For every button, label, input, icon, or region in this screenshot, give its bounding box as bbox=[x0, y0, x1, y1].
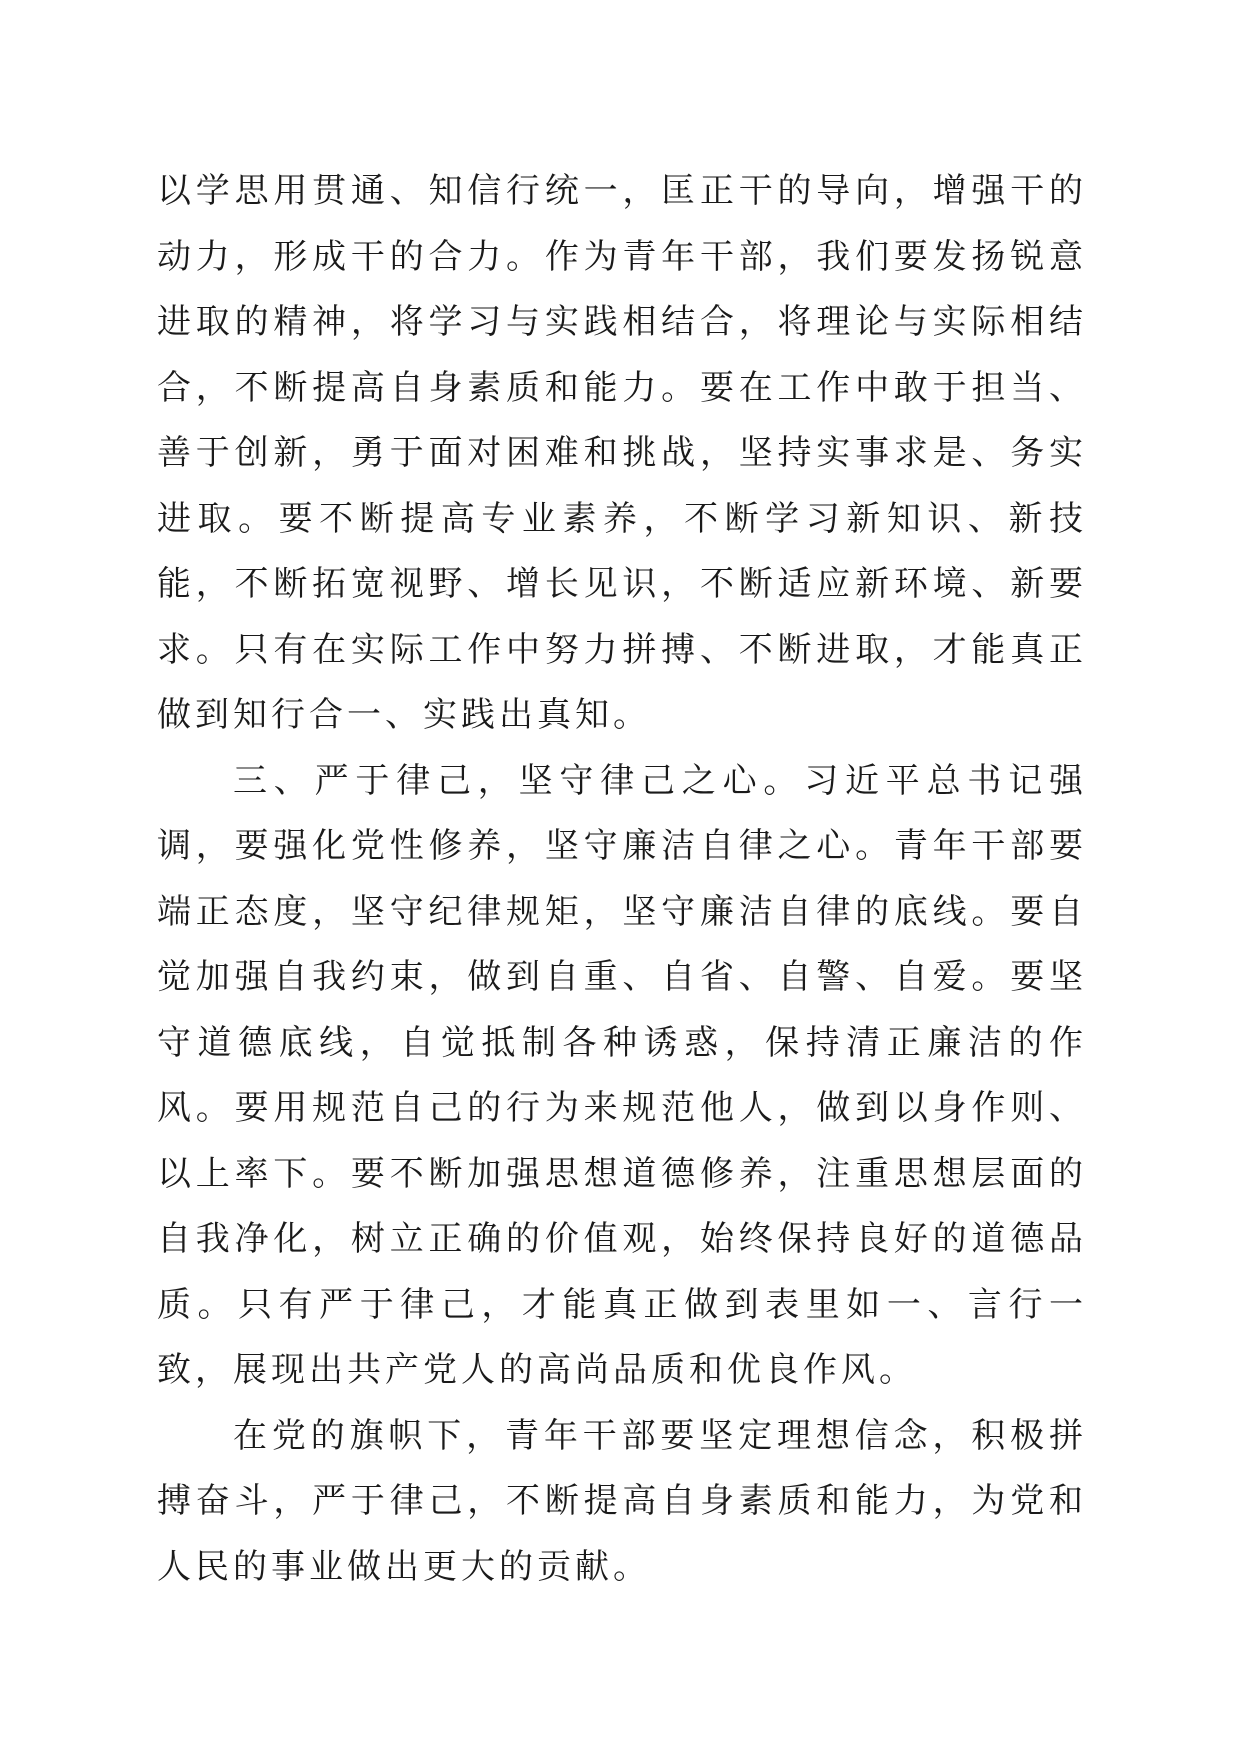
document-body bbox=[157, 159, 1087, 1600]
paragraph-self-discipline: 三、严于律己，坚守律己之心。习近平总书记强调，要强化党性修养，坚守廉洁自律之心。青年干部要端正态度，坚守纪律规矩，坚守廉洁自律的底线。要自觉加强自我约束，做到自重、自省、自警、自爱。要坚守道德底线，自觉抵制各种诱惑，保持清正廉洁的作风。要用规范自己的行为来规范他人，做到以身作则、以上率下。要不断加强思想道德修养，注重思想层面的自我净化，树立正确的价值观，始终保持良好的道德品质。只有严于律己，才能真正做到表里如一、言行一致，展现出共产党人的高尚品质和优良作风。 bbox=[157, 760, 1087, 1390]
paragraph-practice: 以学思用贯通、知信行统一，匡正干的导向，增强干的动力，形成干的合力。作为青年干部，我们要发扬锐意进取的精神，将学习与实践相结合，将理论与实际相结合，不断提高自身素质和能力。要在工作中敢于担当、善于创新，勇于面对困难和挑战，坚持实事求是、务实进取。要不断提高专业素养，不断学习新知识、新技能，不断拓宽视野、增长见识，不断适应新环境、新要求。只有在实际工作中努力拼搏、不断进取，才能真正做到知行合一、实践出真知。 bbox=[157, 171, 1087, 735]
paragraph-conclusion: 在党的旗帜下，青年干部要坚定理想信念，积极拼搏奋斗，严于律己，不断提高自身素质和能力，为党和人民的事业做出更大的贡献。 bbox=[157, 1415, 1087, 1587]
